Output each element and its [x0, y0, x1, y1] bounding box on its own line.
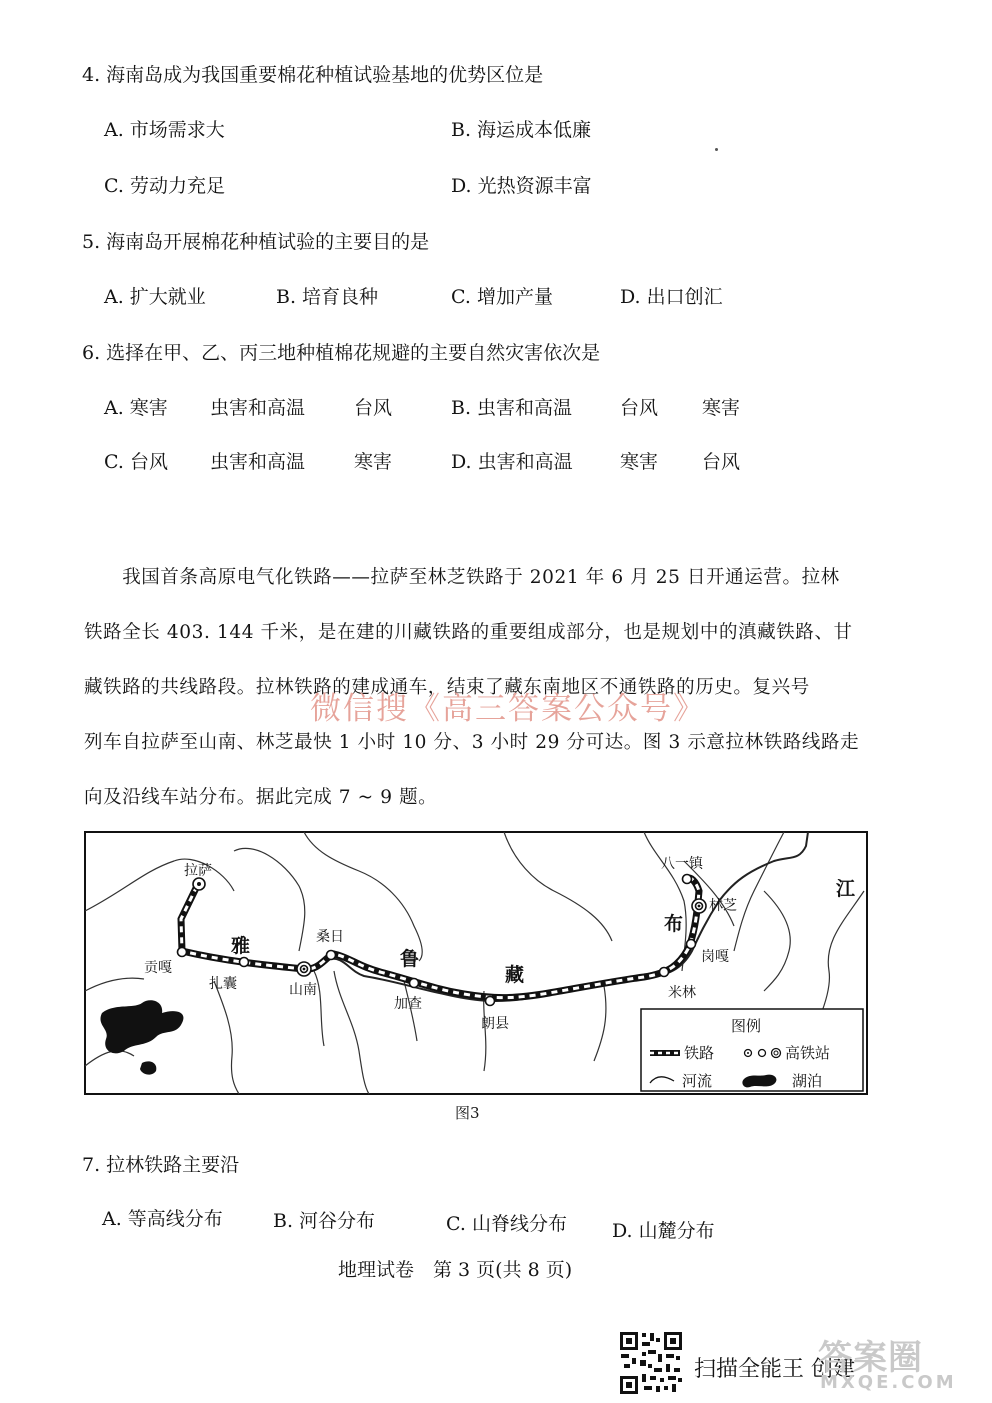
q6-option-d-1: D. 虫害和高温 [451, 451, 573, 473]
legend-railway: 铁路 [684, 1044, 715, 1062]
label-sangri: 桑日 [316, 929, 344, 945]
q7-option-a: A. 等高线分布 [102, 1208, 223, 1230]
q6-option-d-3: 台风 [702, 451, 741, 473]
station-jiacha-marker [410, 979, 419, 988]
label-lhasa: 拉萨 [184, 863, 212, 879]
q6-option-c-1: C. 台风 [104, 451, 168, 473]
q7-option-c: C. 山脊线分布 [446, 1213, 567, 1235]
station-zhanang-marker [240, 958, 249, 967]
label-bayizhen: 八一镇 [661, 856, 703, 872]
station-sangri-marker [327, 951, 336, 960]
q4-option-a: A. 市场需求大 [104, 119, 225, 141]
q7-option-b: B. 河谷分布 [273, 1210, 376, 1232]
qr-code [618, 1330, 684, 1396]
q6-option-b-3: 寒害 [702, 397, 741, 419]
label-zhanang: 扎囊 [209, 976, 237, 992]
passage-line-4: 列车自拉萨至山南、林芝最快 1 小时 10 分、3 小时 29 分可达。图 3 示意拉林铁路线路走 [84, 732, 860, 753]
river-char-1: 雅 [231, 935, 251, 957]
station-langxian-marker [486, 997, 495, 1006]
ink-speck [715, 148, 718, 151]
label-nyingchi: 林芝 [709, 898, 737, 914]
q4-option-c: C. 劳动力充足 [104, 175, 225, 197]
site-watermark-logo: 答案圈 [818, 1338, 923, 1378]
legend-hsr-station: 高铁站 [785, 1044, 831, 1062]
legend-river: 河流 [682, 1072, 713, 1090]
passage-line-3: 藏铁路的共线路段。拉林铁路的建成通车，结束了藏东南地区不通铁路的历史。复兴号 [84, 677, 810, 698]
q7-option-d: D. 山麓分布 [612, 1220, 715, 1242]
q6-option-b-1: B. 虫害和高温 [451, 397, 573, 419]
river-char-3: 藏 [505, 964, 525, 986]
q5-option-d: D. 出口创汇 [620, 286, 723, 308]
label-gangga: 岗嘎 [701, 949, 729, 965]
station-gangga-marker [687, 940, 696, 949]
q6-option-b-2: 台风 [620, 397, 659, 419]
legend-title: 图例 [731, 1017, 762, 1035]
label-mainling: 米林 [668, 985, 696, 1001]
q6-option-a-1: A. 寒害 [104, 397, 168, 419]
q5-option-b: B. 培育良种 [276, 286, 379, 308]
river-char-5: 江 [836, 878, 856, 900]
passage-line-5: 向及沿线车站分布。据此完成 7 ~ 9 题。 [84, 787, 438, 808]
figure-3-map [84, 831, 868, 1095]
label-langxian: 朗县 [481, 1016, 509, 1032]
figure-caption: 图3 [455, 1104, 480, 1122]
page-footer: 地理试卷 第 3 页(共 8 页) [338, 1259, 573, 1281]
river-char-4: 布 [664, 913, 684, 935]
passage-line-2: 铁路全长 403. 144 千米，是在建的川藏铁路的重要组成部分，也是规划中的滇藏铁路、甘 [84, 622, 853, 643]
q6-stem: 6. 选择在甲、乙、丙三地种植棉花规避的主要自然灾害依次是 [82, 342, 601, 364]
legend-lake: 湖泊 [792, 1072, 823, 1090]
label-shannan: 山南 [289, 982, 317, 998]
q6-option-a-3: 台风 [354, 397, 393, 419]
passage-line-1: 我国首条高原电气化铁路——拉萨至林芝铁路于 2021 年 6 月 25 日开通运营。拉林 [84, 567, 840, 588]
station-bayizhen-marker [683, 875, 692, 884]
q5-option-a: A. 扩大就业 [104, 286, 206, 308]
q6-option-c-3: 寒害 [354, 451, 393, 473]
label-jiacha: 加查 [394, 996, 422, 1012]
station-gonggar-marker [178, 948, 187, 957]
q4-option-b: B. 海运成本低廉 [451, 119, 592, 141]
map-legend [641, 1009, 863, 1091]
q6-option-a-2: 虫害和高温 [210, 397, 306, 419]
label-gonggar: 贡嘎 [144, 960, 172, 976]
q7-stem: 7. 拉林铁路主要沿 [82, 1154, 240, 1176]
q6-option-c-2: 虫害和高温 [210, 451, 306, 473]
watermark-text: 微信搜《高三答案公众号》 [310, 691, 706, 727]
q4-stem: 4. 海南岛成为我国重要棉花种植试验基地的优势区位是 [82, 64, 544, 86]
site-watermark-url: MXQE.COM [820, 1372, 957, 1393]
river-char-2: 鲁 [400, 948, 420, 970]
station-mainling-marker [660, 968, 669, 977]
q4-option-d: D. 光热资源丰富 [451, 175, 592, 197]
q5-stem: 5. 海南岛开展棉花种植试验的主要目的是 [82, 231, 430, 253]
q5-option-c: C. 增加产量 [451, 286, 553, 308]
scanner-label: 扫描全能王 创建 [694, 1357, 855, 1382]
q6-option-d-2: 寒害 [620, 451, 659, 473]
